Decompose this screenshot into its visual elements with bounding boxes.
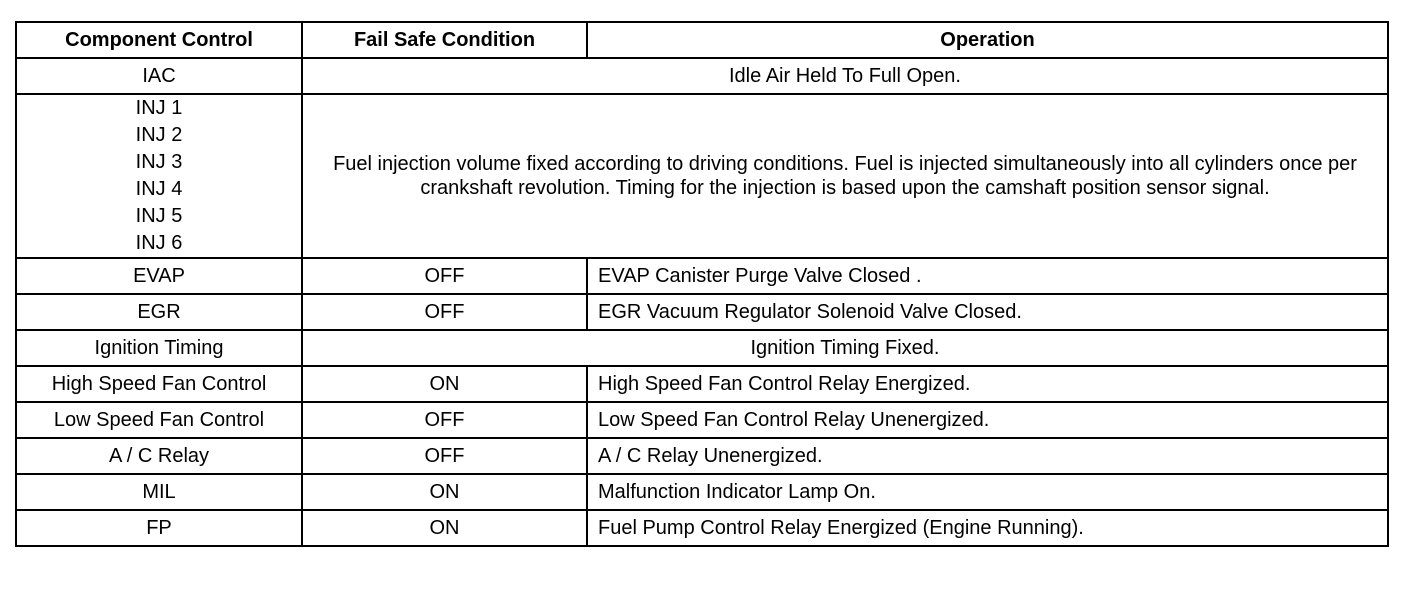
table-row-mil [16,474,1388,510]
header-fail-safe-condition: Fail Safe Condition [302,22,587,58]
table-row-ac-relay [16,438,1388,474]
condition-cell: ON [302,366,587,402]
component-cell: EVAP [16,258,302,294]
component-cell: EGR [16,294,302,330]
header-row [16,22,1388,58]
injector-item: INJ 3 [135,151,183,173]
operation-cell: EGR Vacuum Regulator Solenoid Valve Closed. [587,294,1388,330]
operation-cell: EVAP Canister Purge Valve Closed . [587,258,1388,294]
table-row-low-speed-fan [16,402,1388,438]
operation-cell: Low Speed Fan Control Relay Unenergized. [587,402,1388,438]
condition-cell: OFF [302,294,587,330]
table-row-iac [16,58,1388,94]
operation-cell: Ignition Timing Fixed. [302,330,1388,366]
injector-item: INJ 4 [135,178,183,200]
operation-cell: A / C Relay Unenergized. [587,438,1388,474]
header-operation: Operation [587,22,1388,58]
component-cell: Ignition Timing [16,330,302,366]
operation-cell: High Speed Fan Control Relay Energized. [587,366,1388,402]
injector-item: INJ 1 [135,97,183,119]
injector-item: INJ 2 [135,124,183,146]
component-cell: MIL [16,474,302,510]
component-cell: FP [16,510,302,546]
operation-cell: Malfunction Indicator Lamp On. [587,474,1388,510]
table-row-fp [16,510,1388,546]
table-row-high-speed-fan [16,366,1388,402]
table-row-evap [16,258,1388,294]
injector-item: INJ 5 [135,205,183,227]
table-row-egr [16,294,1388,330]
header-component-control: Component Control [16,22,302,58]
condition-cell: OFF [302,438,587,474]
injector-item: INJ 6 [135,232,183,254]
condition-cell: OFF [302,258,587,294]
component-cell: Low Speed Fan Control [16,402,302,438]
table-row-injectors [16,94,1388,258]
component-cell: IAC [16,58,302,94]
component-cell: High Speed Fan Control [16,366,302,402]
condition-cell: ON [302,474,587,510]
condition-cell: ON [302,510,587,546]
operation-cell: Fuel injection volume fixed according to driving conditions. Fuel is injected simultaneously into all cylinders once per crankshaft revolution. Timing for the injection is based upon the camshaft position sensor signal. [302,94,1388,258]
condition-cell: OFF [302,402,587,438]
operation-cell: Fuel Pump Control Relay Energized (Engine Running). [587,510,1388,546]
component-cell: A / C Relay [16,438,302,474]
operation-cell: Idle Air Held To Full Open. [302,58,1388,94]
fail-safe-table [15,21,1389,547]
injector-list [16,94,302,258]
table-row-ignition-timing [16,330,1388,366]
